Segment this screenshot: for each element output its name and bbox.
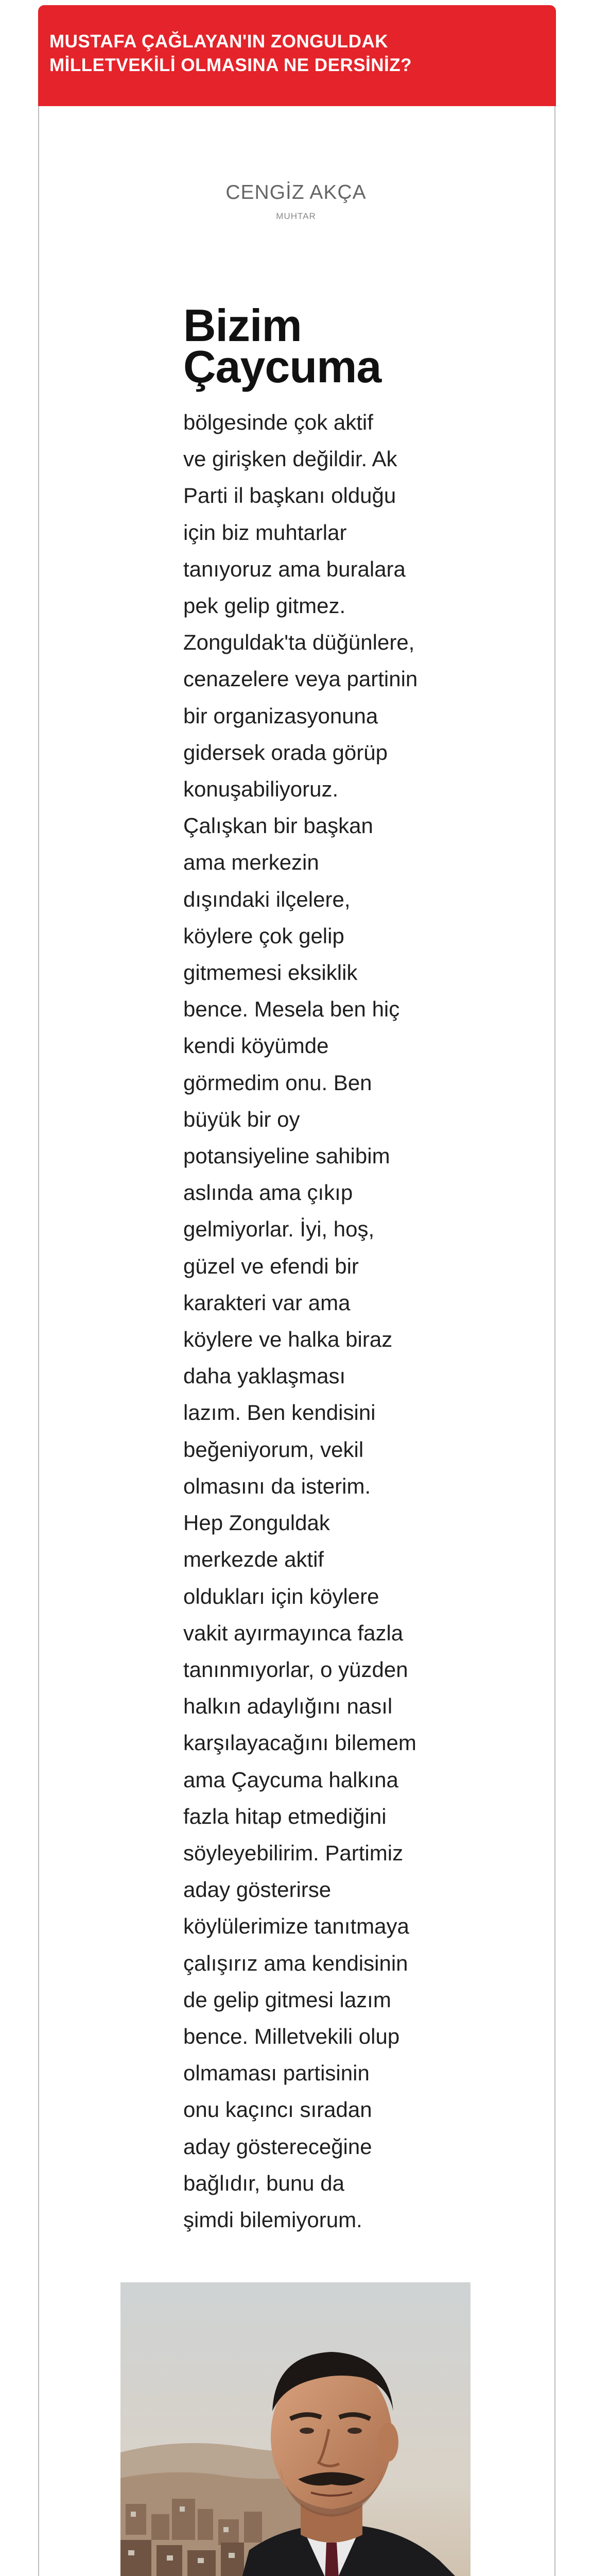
article-line: lazım. Ben kendisini (183, 1400, 376, 1425)
article-line: bence. Mesela ben hiç (183, 997, 400, 1022)
article-line: konuşabiliyoruz. (183, 777, 339, 802)
article-line: merkezde aktif (183, 1547, 324, 1572)
article-line: bir organizasyonuna (183, 703, 378, 728)
article-line: aday gösterirse (183, 1877, 332, 1902)
article-line: köylülerimize tanıtmaya (183, 1914, 409, 1939)
article-line: fazla hitap etmediğini (183, 1804, 387, 1828)
article-line: olmaması partisinin (183, 2061, 370, 2086)
article-line: bence. Milletvekili olup (183, 2024, 400, 2048)
article-line: güzel ve efendi bir (183, 1253, 359, 1278)
article-line: tanıyoruz ama buralara (183, 556, 406, 581)
article-line: Zonguldak'ta düğünlere, (183, 630, 415, 655)
article-line: bağlıdır, bunu da (183, 2171, 344, 2195)
page-frame-left (38, 106, 39, 2576)
article-line: olmasını da isterim. (183, 1473, 371, 1498)
article-line: karşılayacağını bilemem (183, 1731, 416, 1755)
article-line: ve girişken değildir. Ak (183, 447, 397, 471)
article-line: çalışırız ama kendisinin (183, 1951, 408, 1975)
article-line: şimdi bilemiyorum. (183, 2207, 362, 2232)
article-line: gidersek orada görüp (183, 740, 388, 765)
article-line: potansiyeline sahibim (183, 1144, 390, 1168)
article-line: tanınmıyorlar, o yüzden (183, 1657, 408, 1682)
article-line: görmedim onu. Ben (183, 1070, 372, 1095)
article-line: gitmemesi eksiklik (183, 960, 358, 985)
article-line: ama merkezin (183, 850, 319, 875)
article-line: büyük bir oy (183, 1107, 300, 1131)
article-line: söyleyebilirim. Partimiz (183, 1840, 404, 1865)
article-line: Hep Zonguldak (183, 1511, 330, 1535)
author-name: CENGİZ AKÇA (225, 181, 367, 204)
article-line: beğeniyorum, vekil (183, 1437, 364, 1462)
article-line: köylere çok gelip (183, 923, 344, 948)
article-line: Çalışkan bir başkan (183, 814, 373, 838)
article-body (183, 404, 425, 2238)
article-line: Parti il başkanı olduğu (183, 483, 396, 508)
article-line: ama Çaycuma halkına (183, 1767, 398, 1792)
article-line: bölgesinde çok aktif (183, 410, 373, 434)
article-line: aslında ama çıkıp (183, 1180, 353, 1205)
article-line: kendi köyümde (183, 1033, 329, 1058)
header-title: MUSTAFA ÇAĞLAYAN'IN ZONGULDAK MİLLETVEKİLİ OLMASINA NE DERSİNİZ? (49, 31, 412, 75)
page-frame-right (554, 106, 555, 2576)
article-line: onu kaçıncı sıradan (183, 2097, 372, 2122)
portrait-photo (120, 2282, 471, 2576)
article-line: gelmiyorlar. İyi, hoş, (183, 1217, 375, 1242)
article-line: daha yaklaşması (183, 1364, 346, 1388)
article-line: dışındaki ilçelere, (183, 887, 351, 911)
headline-line-1: Bizim (183, 300, 302, 351)
article-line: aday göstereceğine (183, 2134, 372, 2159)
article-headline (183, 300, 492, 392)
article-line: cenazelere veya partinin (183, 667, 418, 691)
article-line: oldukları için köylere (183, 1584, 379, 1608)
article-line: için biz muhtarlar (183, 520, 347, 545)
author-role: MUHTAR (276, 211, 316, 221)
article-line: vakit ayırmayınca fazla (183, 1620, 404, 1645)
article-line: halkın adaylığını nasıl (183, 1694, 393, 1719)
article-line: pek gelip gitmez. (183, 594, 346, 618)
article-line: köylere ve halka biraz (183, 1327, 393, 1352)
headline-line-2: Çaycuma (183, 341, 381, 392)
article-line: karakteri var ama (183, 1290, 351, 1315)
article-line: de gelip gitmesi lazım (183, 1987, 391, 2012)
